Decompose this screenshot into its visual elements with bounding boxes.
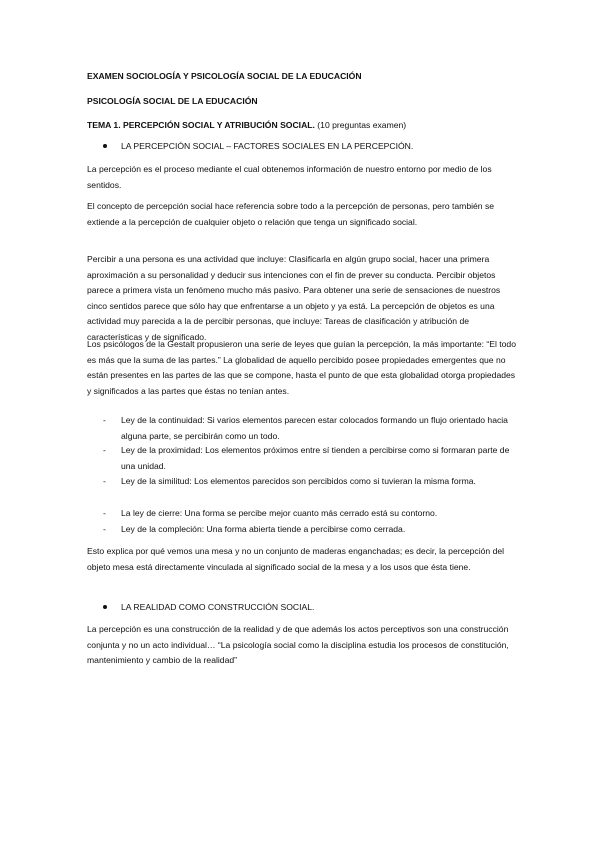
bullet-icon — [103, 605, 107, 609]
topic-title: TEMA 1. PERCEPCIÓN SOCIAL Y ATRIBUCIÓN SOCIAL. — [87, 120, 315, 130]
list-item-text: Ley de la continuidad: Si varios elementos parecen estar colocados formando un flujo orientado hacia alguna parte, se percibirán como un todo. — [121, 415, 508, 441]
list-item-text: La ley de cierre: Una forma se percibe mejor cuanto más cerrado está su contorno. — [121, 508, 438, 518]
list-item-text: Ley de la similitud: Los elementos parecidos son percibidos como si tuvieran la misma forma. — [121, 476, 476, 486]
paragraph: Percibir a una persona es una actividad que incluye: Clasificarla en algún grupo social, hacer una primera aproximación a su personalidad y deducir sus intenciones con el fin de prever su conducta. Percibir objetos parece a primera vista un fenómeno mucho más pasivo. Para obtener una serie de sensaciones de nuestros cinco sentidos parece que sólo hay que enfrentarse a un objeto y ya está. La percepción de objetos es una actividad muy parecida a la de percibir personas, que incluye: Tareas de clasificación y atribución de características y de significado. — [87, 254, 501, 342]
list-item-text: Ley de la compleción: Una forma abierta tiende a percibirse como cerrada. — [121, 524, 406, 534]
topic-heading — [87, 118, 519, 134]
section-heading: LA PERCEPCIÓN SOCIAL – FACTORES SOCIALES EN LA PERCEPCIÓN. — [121, 141, 414, 151]
dash-icon: - — [103, 415, 106, 425]
exam-title: EXAMEN SOCIOLOGÍA Y PSICOLOGÍA SOCIAL DE LA EDUCACIÓN — [87, 71, 362, 81]
bullet-icon — [103, 144, 107, 148]
dash-icon: - — [103, 524, 106, 534]
topic-note: (10 preguntas examen) — [314, 120, 407, 130]
paragraph: Los psicólogos de la Gestalt propusieron una serie de leyes que guían la percepción, la más importante: “El todo es más que la suma de las partes.” La globalidad de aquello percibido posee propiedades emergentes que no están presentes en las partes de las que se compone, hasta el punto de que esta globalidad otorga propiedades y significados a las partes que éstas no tenían antes. — [87, 339, 516, 396]
paragraph: La percepción es el proceso mediante el cual obtenemos información de nuestro entorno por medio de los sentidos. — [87, 164, 492, 190]
course-subtitle: PSICOLOGÍA SOCIAL DE LA EDUCACIÓN — [87, 96, 258, 106]
paragraph: La percepción es una construcción de la realidad y de que además los actos perceptivos son una construcción conjunta y no un acto individual… “La psicología social como la disciplina estudia los procesos de constitución, mantenimiento y cambio de la realidad” — [87, 624, 509, 666]
paragraph: Esto explica por qué vemos una mesa y no un conjunto de maderas enganchadas; es decir, la percepción del objeto mesa está directamente vinculada al significado social de la mesa y a los usos que ésta tiene. — [87, 546, 505, 572]
list-item-text: Ley de la proximidad: Los elementos próximos entre sí tienden a percibirse como si formaran parte de una unidad. — [121, 445, 510, 471]
section-heading: LA REALIDAD COMO CONSTRUCCIÓN SOCIAL. — [121, 602, 315, 612]
dash-icon: - — [103, 508, 106, 518]
paragraph: El concepto de percepción social hace referencia sobre todo a la percepción de personas, pero también se extiende a la percepción de cualquier objeto o relación que tenga un significado social. — [87, 201, 495, 227]
dash-icon: - — [103, 476, 106, 486]
dash-icon: - — [103, 445, 106, 455]
